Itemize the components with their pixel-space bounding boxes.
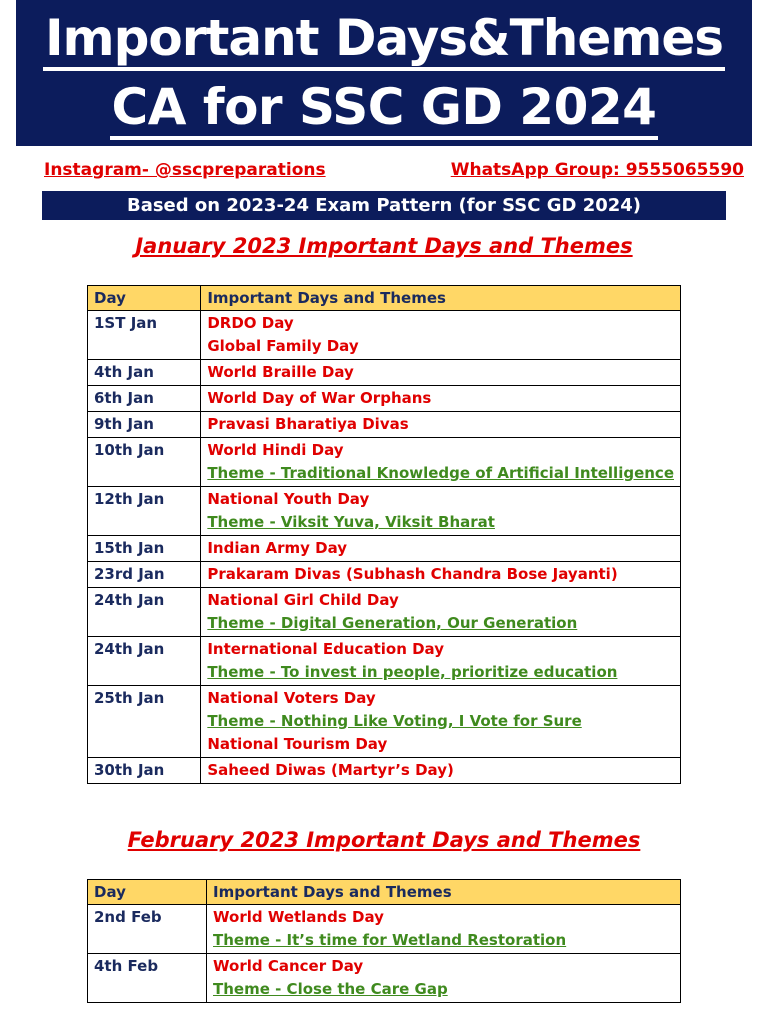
table-row [88, 386, 681, 412]
day-cell: 30th Jan [88, 758, 201, 784]
day-cell: 12th Jan [88, 487, 201, 536]
table-row [88, 438, 681, 487]
theme-text: Theme - It’s time for Wetland Restoration [213, 931, 567, 949]
table-row [88, 758, 681, 784]
table-row [88, 562, 681, 588]
col-theme-header: Important Days and Themes [207, 880, 681, 905]
table-row [88, 954, 681, 1003]
theme-text: Theme - Nothing Like Voting, I Vote for Sure [207, 712, 582, 730]
day-cell: 23rd Jan [88, 562, 201, 588]
day-name: Indian Army Day [207, 539, 348, 557]
day-cell: 24th Jan [88, 588, 201, 637]
col-day-header: Day [88, 286, 201, 311]
entry-cell [207, 954, 681, 1003]
table-row [88, 311, 681, 360]
day-name: World Wetlands Day [213, 908, 384, 926]
day-name: Saheed Diwas (Martyr’s Day) [207, 761, 454, 779]
col-theme-header: Important Days and Themes [201, 286, 681, 311]
february-section-title: February 2023 Important Days and Themes [127, 828, 641, 852]
table-row [88, 905, 681, 954]
day-cell: 2nd Feb [88, 905, 207, 954]
day-name: World Hindi Day [207, 441, 344, 459]
day-cell: 1ST Jan [88, 311, 201, 360]
january-section-title: January 2023 Important Days and Themes [135, 234, 633, 258]
day-name: National Voters Day [207, 689, 376, 707]
day-cell: 9th Jan [88, 412, 201, 438]
title-banner [16, 0, 752, 146]
entry-cell [201, 386, 681, 412]
theme-text: Theme - Close the Care Gap [213, 980, 448, 998]
day-name: DRDO Day [207, 314, 294, 332]
theme-text: Theme - To invest in people, prioritize education [207, 663, 618, 681]
entry-cell [201, 360, 681, 386]
day-name: World Braille Day [207, 363, 354, 381]
entry-cell [201, 758, 681, 784]
table-row [88, 588, 681, 637]
day-cell: 24th Jan [88, 637, 201, 686]
entry-cell [201, 637, 681, 686]
title-line-2: CA for SSC GD 2024 [110, 78, 659, 140]
day-cell: 4th Jan [88, 360, 201, 386]
table-row [88, 360, 681, 386]
day-name: World Cancer Day [213, 957, 364, 975]
day-name: National Youth Day [207, 490, 370, 508]
exam-pattern-note: Based on 2023-24 Exam Pattern (for SSC GD 2024) [42, 191, 726, 220]
day-cell: 4th Feb [88, 954, 207, 1003]
day-cell: 10th Jan [88, 438, 201, 487]
day-cell: 6th Jan [88, 386, 201, 412]
whatsapp-link[interactable]: WhatsApp Group: 9555065590 [450, 160, 744, 180]
entry-cell [201, 686, 681, 758]
theme-text: Theme - Traditional Knowledge of Artificial Intelligence [207, 464, 674, 482]
entry-cell [201, 536, 681, 562]
day-cell: 15th Jan [88, 536, 201, 562]
day-name: National Tourism Day [207, 735, 388, 753]
title-line-1: Important Days&Themes [43, 9, 725, 71]
entry-cell [201, 438, 681, 487]
day-name: Prakaram Divas (Subhash Chandra Bose Jayanti) [207, 565, 618, 583]
theme-text: Theme - Digital Generation, Our Generation [207, 614, 578, 632]
col-day-header: Day [88, 880, 207, 905]
day-name: World Day of War Orphans [207, 389, 432, 407]
entry-cell [201, 311, 681, 360]
entry-cell [201, 487, 681, 536]
table-header-row [88, 880, 681, 905]
entry-cell [207, 905, 681, 954]
table-row [88, 686, 681, 758]
table-row [88, 487, 681, 536]
entry-cell [201, 588, 681, 637]
january-table [87, 285, 681, 784]
entry-cell [201, 562, 681, 588]
table-row [88, 536, 681, 562]
february-table [87, 879, 681, 1003]
instagram-link[interactable]: Instagram- @sscpreparations [44, 160, 326, 180]
day-cell: 25th Jan [88, 686, 201, 758]
day-name: International Education Day [207, 640, 444, 658]
table-header-row [88, 286, 681, 311]
entry-cell [201, 412, 681, 438]
day-name: Global Family Day [207, 337, 359, 355]
table-row [88, 637, 681, 686]
day-name: Pravasi Bharatiya Divas [207, 415, 409, 433]
theme-text: Theme - Viksit Yuva, Viksit Bharat [207, 513, 495, 531]
day-name: National Girl Child Day [207, 591, 399, 609]
table-row [88, 412, 681, 438]
